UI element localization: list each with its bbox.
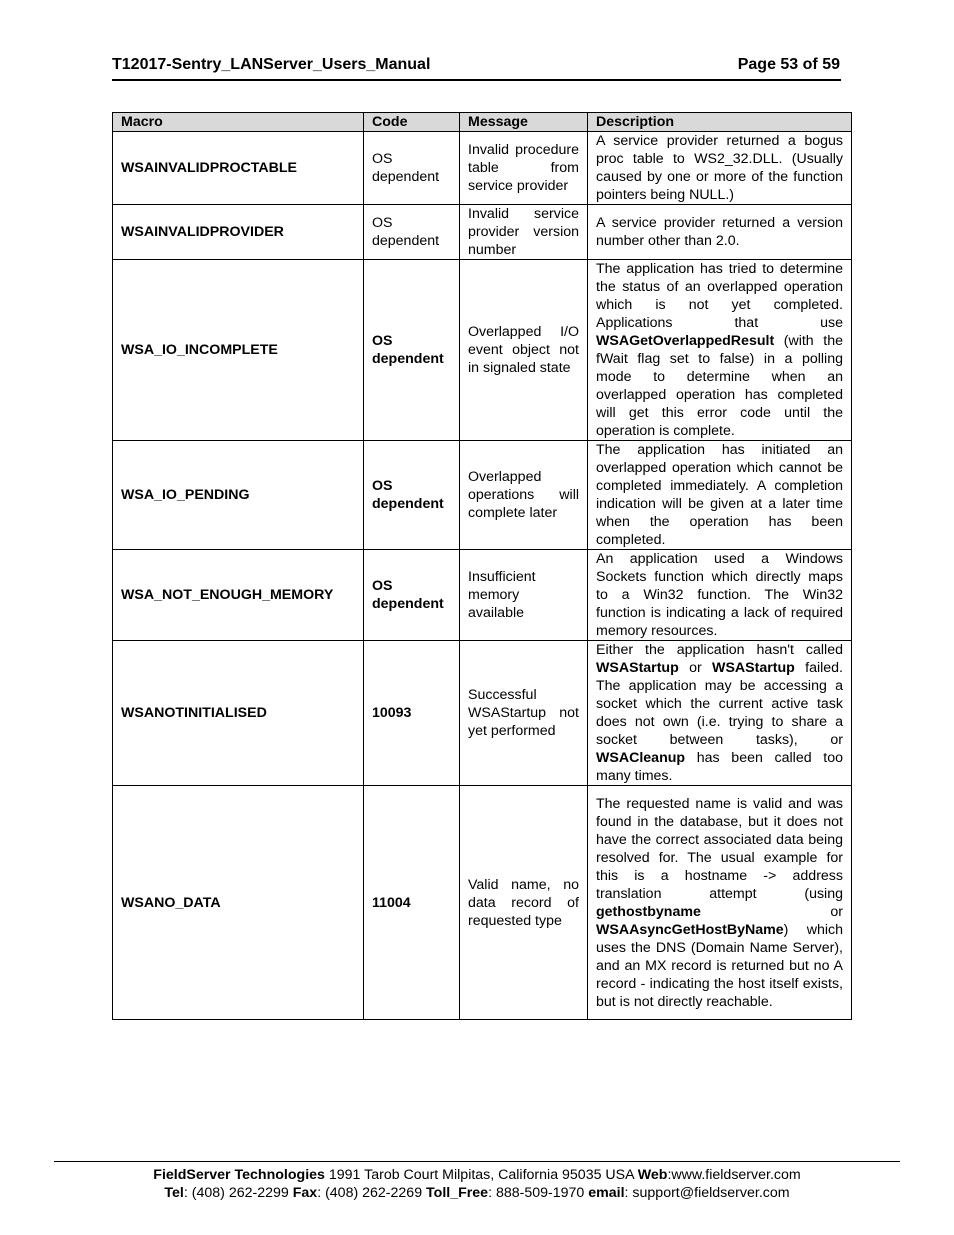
table-row — [113, 441, 852, 550]
macro-cell: WSANOTINITIALISED — [113, 641, 364, 786]
macro-cell: WSANO_DATA — [113, 786, 364, 1020]
header-divider — [112, 79, 841, 81]
description-text: or — [678, 660, 713, 676]
description-cell — [588, 205, 852, 260]
footer-line-contact — [54, 1184, 900, 1202]
description-cell — [588, 441, 852, 550]
message-cell: Invalid service provider version number — [460, 205, 588, 260]
description-text: The requested name is valid and was found in the database, but it does not have the correct associated data being resolved for. The usual example for this is a hostname -> address translation attempt (using — [596, 795, 843, 902]
function-name: WSAGetOverlappedResult — [596, 333, 775, 349]
function-name: WSAStartup — [596, 660, 679, 676]
column-header-code: Code — [364, 113, 460, 132]
tollfree-value: : 888-509-1970 — [488, 1185, 589, 1201]
function-name: WSAAsyncGetHostByName — [596, 921, 784, 938]
description-cell — [588, 550, 852, 641]
email-value: : support@fieldserver.com — [624, 1185, 790, 1201]
company-name: FieldServer Technologies — [153, 1167, 325, 1183]
email-label: email — [588, 1185, 625, 1201]
table-row — [113, 550, 852, 641]
description-text: A service provider returned a version number other than 2.0. — [596, 215, 843, 249]
description-cell — [588, 260, 852, 441]
message-cell: Successful WSAStartup not yet performed — [460, 641, 588, 786]
footer-divider — [54, 1161, 900, 1162]
column-header-description: Description — [588, 113, 852, 132]
error-code-table — [112, 112, 852, 1020]
fax-value: : (408) 262-2269 — [317, 1185, 427, 1201]
footer-line-address — [54, 1166, 900, 1184]
company-address: 1991 Tarob Court Milpitas, California 95035 USA — [324, 1167, 638, 1183]
code-cell: 10093 — [364, 641, 460, 786]
web-label: Web — [637, 1167, 668, 1183]
table-row — [113, 641, 852, 786]
description-text: A service provider returned a bogus proc table to WS2_32.DLL. (Usually caused by one or more of the function pointers being NULL.) — [596, 133, 843, 203]
table-row — [113, 132, 852, 205]
description-text: failed. The application may be accessing a socket which the current active task does not own (i.e. trying to share a socket between tasks), or — [596, 660, 843, 748]
code-cell: OS dependent — [364, 260, 460, 441]
description-text: ) which uses the DNS (Domain Name Server), and an MX record is returned but no A record - indicating the host itself exists, but is not directly reachable. — [596, 921, 843, 1010]
macro-cell: WSA_IO_PENDING — [113, 441, 364, 550]
table-header-row — [113, 113, 852, 132]
function-name: gethostbyname — [596, 903, 701, 920]
description-cell — [588, 132, 852, 205]
tel-label: Tel — [164, 1185, 184, 1201]
fax-label: Fax — [292, 1185, 318, 1201]
table-row — [113, 205, 852, 260]
description-text: has been called too many times. — [596, 750, 843, 784]
table-row — [113, 786, 852, 1020]
web-value: :www.fieldserver.com — [667, 1167, 801, 1183]
description-text: The application has tried to determine the status of an overlapped operation which is not yet completed. Applications that use — [596, 261, 843, 331]
code-cell: OS dependent — [364, 132, 460, 205]
description-text: The application has initiated an overlapped operation which cannot be completed immediately. A completion indication will be given at a later time when the operation has been completed. — [596, 442, 843, 548]
description-text: Either the application hasn't called — [596, 642, 843, 658]
description-text: or — [700, 903, 843, 920]
description-text: An application used a Windows Sockets function which directly maps to a Win32 function. The Win32 function is indicating a lack of required memory resources. — [596, 551, 843, 639]
code-cell: OS dependent — [364, 441, 460, 550]
tel-value: : (408) 262-2299 — [183, 1185, 293, 1201]
code-cell: OS dependent — [364, 550, 460, 641]
message-cell: Overlapped operations will complete later — [460, 441, 588, 550]
page-header — [112, 56, 840, 78]
message-cell: Overlapped I/O event object not in signaled state — [460, 260, 588, 441]
code-cell: OS dependent — [364, 205, 460, 260]
document-title: T12017-Sentry_LANServer_Users_Manual — [112, 56, 431, 73]
page-footer — [54, 1166, 900, 1202]
description-cell — [588, 786, 852, 1020]
macro-cell: WSAINVALIDPROVIDER — [113, 205, 364, 260]
macro-cell: WSA_IO_INCOMPLETE — [113, 260, 364, 441]
table-row — [113, 260, 852, 441]
description-text: (with the fWait flag set to false) in a polling mode to determine when an overlapped operation has completed will get this error code until the operation is complete. — [596, 333, 843, 439]
column-header-macro: Macro — [113, 113, 364, 132]
tollfree-label: Toll_Free — [426, 1185, 489, 1201]
message-cell: Invalid procedure table from service provider — [460, 132, 588, 205]
code-cell: 11004 — [364, 786, 460, 1020]
function-name: WSAStartup — [712, 660, 795, 676]
function-name: WSACleanup — [596, 750, 686, 766]
message-cell: Insufficient memory available — [460, 550, 588, 641]
macro-cell: WSA_NOT_ENOUGH_MEMORY — [113, 550, 364, 641]
macro-cell: WSAINVALIDPROCTABLE — [113, 132, 364, 205]
column-header-message: Message — [460, 113, 588, 132]
page-number: Page 53 of 59 — [737, 56, 840, 73]
description-cell — [588, 641, 852, 786]
message-cell: Valid name, no data record of requested type — [460, 786, 588, 1020]
